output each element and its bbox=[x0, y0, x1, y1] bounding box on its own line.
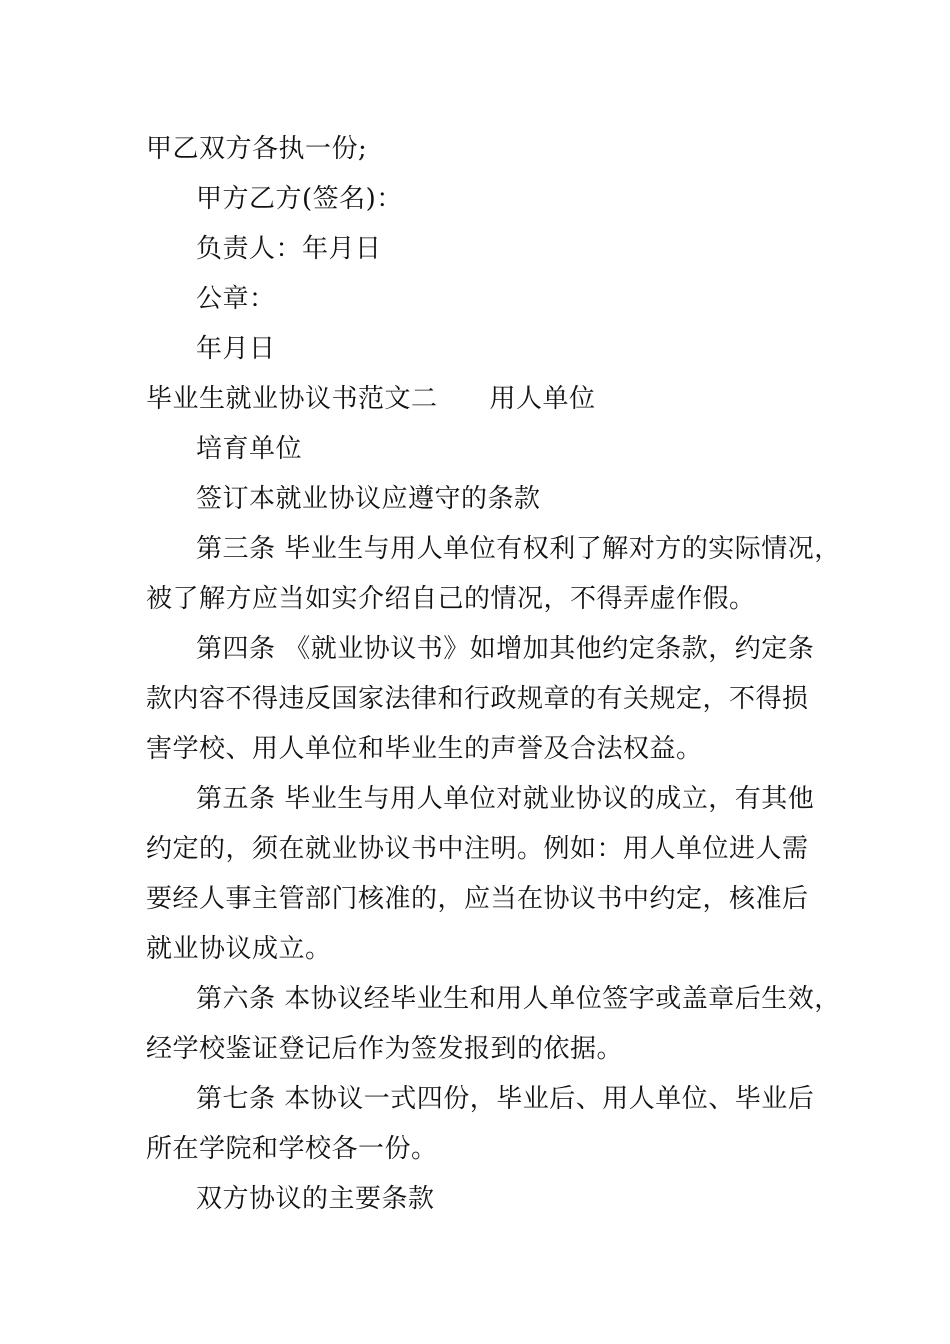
text-line: 第六条 本协议经毕业生和用人单位签字或盖章后生效， bbox=[196, 984, 841, 1014]
text-line: 签订本就业协议应遵守的条款 bbox=[196, 484, 541, 514]
text-line: 第三条 毕业生与用人单位有权利了解对方的实际情况， bbox=[196, 534, 841, 564]
text-line: 第七条 本协议一式四份，毕业后、用人单位、毕业后 bbox=[196, 1084, 815, 1114]
text-line: 双方协议的主要条款 bbox=[196, 1184, 435, 1214]
text-line: 所在学院和学校各一份。 bbox=[146, 1134, 438, 1164]
section-title: 毕业生就业协议书范文二 bbox=[146, 384, 438, 414]
text-line: 培育单位 bbox=[196, 434, 303, 464]
text-line: 年月日 bbox=[196, 334, 276, 364]
text-line: 款内容不得违反国家法律和行政规章的有关规定，不得损 bbox=[146, 684, 809, 714]
text-line: 害学校、用人单位和毕业生的声誉及合法权益。 bbox=[146, 734, 703, 764]
text-line: 负责人：年月日 bbox=[196, 234, 382, 264]
text-line: 经学校鉴证登记后作为签发报到的依据。 bbox=[146, 1034, 624, 1064]
text-line: 就业协议成立。 bbox=[146, 934, 332, 964]
text-line: 甲方乙方(签名)： bbox=[196, 184, 403, 214]
text-line: 第五条 毕业生与用人单位对就业协议的成立，有其他 bbox=[196, 784, 815, 814]
text-line: 甲乙双方各执一份; bbox=[146, 134, 368, 164]
text-line: 约定的，须在就业协议书中注明。例如：用人单位进人需 bbox=[146, 834, 809, 864]
text-line: 被了解方应当如实介绍自己的情况，不得弄虚作假。 bbox=[146, 584, 756, 614]
text-line: 第四条 《就业协议书》如增加其他约定条款，约定条 bbox=[196, 634, 815, 664]
section-subtitle: 用人单位 bbox=[489, 384, 596, 414]
text-line: 要经人事主管部门核准的，应当在协议书中约定，核准后 bbox=[146, 884, 809, 914]
section-heading-line bbox=[146, 384, 596, 414]
text-line: 公章： bbox=[196, 284, 276, 314]
